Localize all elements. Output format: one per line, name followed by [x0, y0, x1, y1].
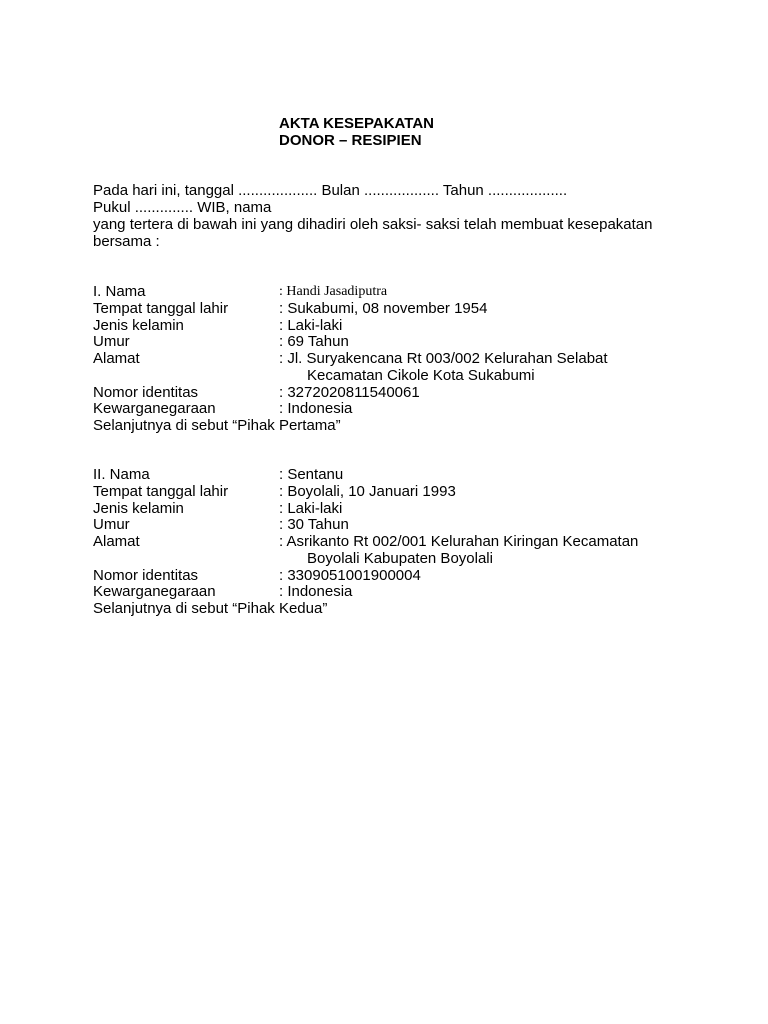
party-1-alamat-continuation: Kecamatan Cikole Kota Sukabumi	[307, 366, 535, 384]
party-2-jk-label: Jenis kelamin	[93, 499, 184, 517]
party-1-id-row	[93, 385, 693, 402]
party-1-nama-row	[93, 284, 693, 301]
party-2-kw-label: Kewarganegaraan	[93, 583, 216, 601]
party-2-kw-value: : Indonesia	[279, 583, 353, 601]
party-1-alamat-row	[93, 351, 693, 368]
party-2-nama-value: : Sentanu	[279, 466, 344, 483]
party-2-umur-row	[93, 517, 693, 534]
party-1-kw-row	[93, 401, 693, 418]
party-1-ttl-value: : Sukabumi, 08 november 1954	[279, 299, 488, 317]
party-1-jk-row	[93, 318, 693, 335]
party-2-jk-row	[93, 501, 693, 518]
party-1-id-value: : 3272020811540061	[279, 383, 420, 401]
party-2-ttl-row	[93, 484, 693, 501]
document-title	[279, 115, 434, 149]
party-1-umur-value: : 69 Tahun	[279, 333, 349, 351]
intro-line-1: Pada hari ini, tanggal ................... Bulan .................. Tahun ...................	[93, 182, 568, 199]
party-1-jk-value: : Laki-laki	[279, 316, 343, 334]
party-1-nama-value: : Handi Jasadiputra	[279, 284, 388, 299]
party-1-umur-label: Umur	[93, 333, 130, 351]
party-2-alamat-continuation: Boyolali Kabupaten Boyolali	[307, 549, 493, 567]
party-1-umur-row	[93, 334, 693, 351]
party-2-id-row	[93, 568, 693, 585]
party-1-closing: Selanjutnya di sebut “Pihak Pertama”	[93, 417, 341, 434]
party-2-section	[93, 467, 693, 618]
party-2-alamat-value: : Asrikanto Rt 002/001 Kelurahan Kiringan Kecamatan	[279, 533, 639, 550]
intro-line-3: yang tertera di bawah ini yang dihadiri oleh saksi- saksi telah membuat kesepakatan	[93, 216, 653, 233]
party-1-kw-label: Kewarganegaraan	[93, 400, 216, 418]
title-line-2: DONOR – RESIPIEN	[279, 132, 422, 149]
party-2-alamat-row	[93, 534, 693, 551]
party-2-ttl-label: Tempat tanggal lahir	[93, 482, 229, 500]
party-2-kw-row	[93, 584, 693, 601]
party-1-ttl-label: Tempat tanggal lahir	[93, 299, 229, 317]
party-2-alamat-label: Alamat	[93, 533, 140, 550]
party-1-alamat-label: Alamat	[93, 350, 140, 367]
intro-line-4: bersama :	[93, 233, 160, 250]
party-1-jk-label: Jenis kelamin	[93, 316, 184, 334]
party-2-id-label: Nomor identitas	[93, 566, 199, 584]
intro-line-2: Pukul .............. WIB, nama	[93, 199, 272, 216]
party-2-umur-value: : 30 Tahun	[279, 516, 349, 534]
party-2-umur-label: Umur	[93, 516, 130, 534]
party-1-kw-value: : Indonesia	[279, 400, 353, 418]
party-1-ttl-row	[93, 301, 693, 318]
party-2-nama-label: II. Nama	[93, 466, 150, 483]
title-line-1: AKTA KESEPAKATAN	[279, 115, 434, 132]
party-1-nama-label: I. Nama	[93, 283, 146, 300]
party-2-ttl-value: : Boyolali, 10 Januari 1993	[279, 482, 456, 500]
party-2-nama-row	[93, 467, 693, 484]
party-2-jk-value: : Laki-laki	[279, 499, 343, 517]
party-2-closing: Selanjutnya di sebut “Pihak Kedua”	[93, 600, 328, 617]
party-1-id-label: Nomor identitas	[93, 383, 199, 401]
party-1-alamat-value: : Jl. Suryakencana Rt 003/002 Kelurahan Selabat	[279, 350, 608, 367]
party-2-id-value: : 3309051001900004	[279, 566, 421, 584]
intro-paragraph	[93, 182, 693, 250]
party-1-section	[93, 284, 693, 435]
